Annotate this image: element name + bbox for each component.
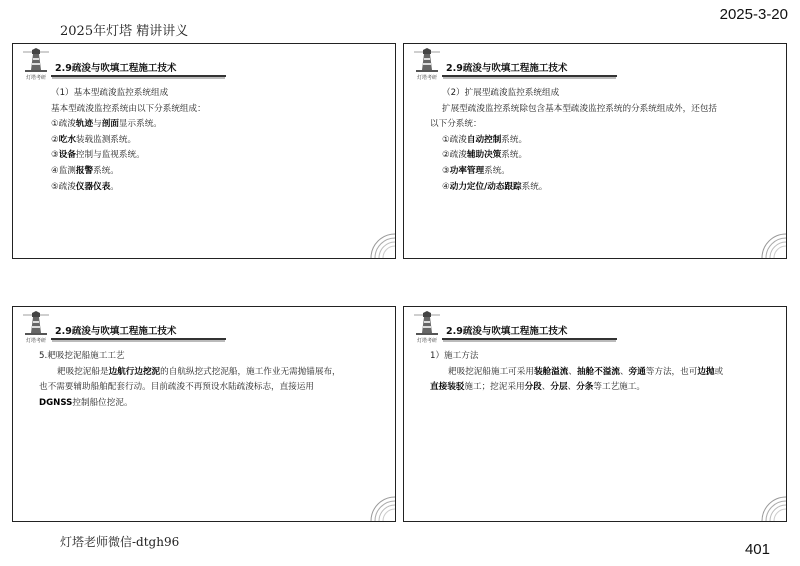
list-item: ①疏浚自动控制系统。 bbox=[442, 134, 528, 145]
slide-heading: （1）基本型疏浚监控系统组成 bbox=[51, 88, 169, 98]
lighthouse-logo-icon bbox=[412, 48, 442, 82]
list-item: ④监测报警系统。 bbox=[51, 165, 119, 176]
slide-title-bar bbox=[442, 60, 617, 77]
list-item: ①疏浚轨迹与剖面显示系统。 bbox=[51, 119, 162, 130]
slide-intro: 基本型疏浚监控系统由以下分系统组成： bbox=[51, 103, 206, 114]
corner-swirl-icon bbox=[756, 491, 786, 521]
list-item: ④动力定位/动态跟踪系统。 bbox=[442, 181, 548, 192]
slide-title: 2.9疏浚与吹填工程施工技术 bbox=[55, 326, 177, 337]
slide-content bbox=[39, 349, 379, 411]
list-item: ②吃水装载监测系统。 bbox=[51, 134, 137, 145]
slide-heading: 1）施工方法 bbox=[430, 351, 479, 361]
paragraph-line: DGNSS控制船位挖泥。 bbox=[39, 397, 133, 408]
slide-heading: 5.耙吸挖泥船施工工艺 bbox=[39, 351, 125, 361]
document-date: 2025-3-20 bbox=[719, 6, 788, 23]
logo-text: 灯塔考研 bbox=[25, 338, 46, 344]
slide-title-bar bbox=[442, 323, 617, 340]
lighthouse-logo-icon bbox=[21, 48, 51, 82]
list-item: ⑤疏浚仪器仪表。 bbox=[51, 181, 119, 192]
slide-1 bbox=[12, 43, 396, 259]
slide-4 bbox=[403, 306, 787, 522]
paragraph-line: 耙吸挖泥船施工可采用装舱溢流、抽舱不溢流、旁通等方法，也可边抛或 bbox=[448, 366, 724, 377]
corner-swirl-icon bbox=[756, 228, 786, 258]
logo-text: 灯塔考研 bbox=[25, 75, 46, 81]
slide-content bbox=[39, 86, 379, 195]
logo-text: 灯塔考研 bbox=[416, 338, 437, 344]
paragraph-line: 直接装驳施工；挖泥采用分段、分层、分条等工艺施工。 bbox=[430, 382, 645, 393]
slide-intro-line-2: 以下分系统： bbox=[430, 119, 482, 130]
slide-content bbox=[430, 349, 770, 396]
corner-swirl-icon bbox=[365, 491, 395, 521]
lighthouse-logo-icon bbox=[412, 311, 442, 345]
slide-heading: （2）扩展型疏浚监控系统组成 bbox=[442, 88, 560, 98]
document-header-title: 2025年灯塔 精讲讲义 bbox=[60, 24, 189, 39]
slide-content bbox=[430, 86, 770, 195]
slide-2 bbox=[403, 43, 787, 259]
corner-swirl-icon bbox=[365, 228, 395, 258]
logo-text: 灯塔考研 bbox=[416, 75, 437, 81]
footer-contact: 灯塔老师微信-dtgh96 bbox=[60, 535, 180, 549]
paragraph-line: 也不需要辅助船舶配套行动。目前疏浚不再预设水陆疏浚标志，直接运用 bbox=[39, 382, 315, 393]
slide-title-bar bbox=[51, 60, 226, 77]
paragraph-line: 耙吸挖泥船是边航行边挖泥的自航纵挖式挖泥船，施工作业无需抛锚展布， bbox=[57, 366, 341, 377]
slide-intro-line-1: 扩展型疏浚监控系统除包含基本型疏浚监控系统的分系统组成外，还包括 bbox=[442, 103, 718, 114]
slide-3 bbox=[12, 306, 396, 522]
slide-title: 2.9疏浚与吹填工程施工技术 bbox=[446, 326, 568, 337]
slide-title: 2.9疏浚与吹填工程施工技术 bbox=[446, 63, 568, 74]
page-number: 401 bbox=[744, 541, 770, 558]
slide-title-bar bbox=[51, 323, 226, 340]
lighthouse-logo-icon bbox=[21, 311, 51, 345]
list-item: ②疏浚辅助决策系统。 bbox=[442, 150, 528, 161]
list-item: ③功率管理系统。 bbox=[442, 165, 510, 176]
list-item: ③设备控制与监视系统。 bbox=[51, 150, 145, 161]
slide-title: 2.9疏浚与吹填工程施工技术 bbox=[55, 63, 177, 74]
